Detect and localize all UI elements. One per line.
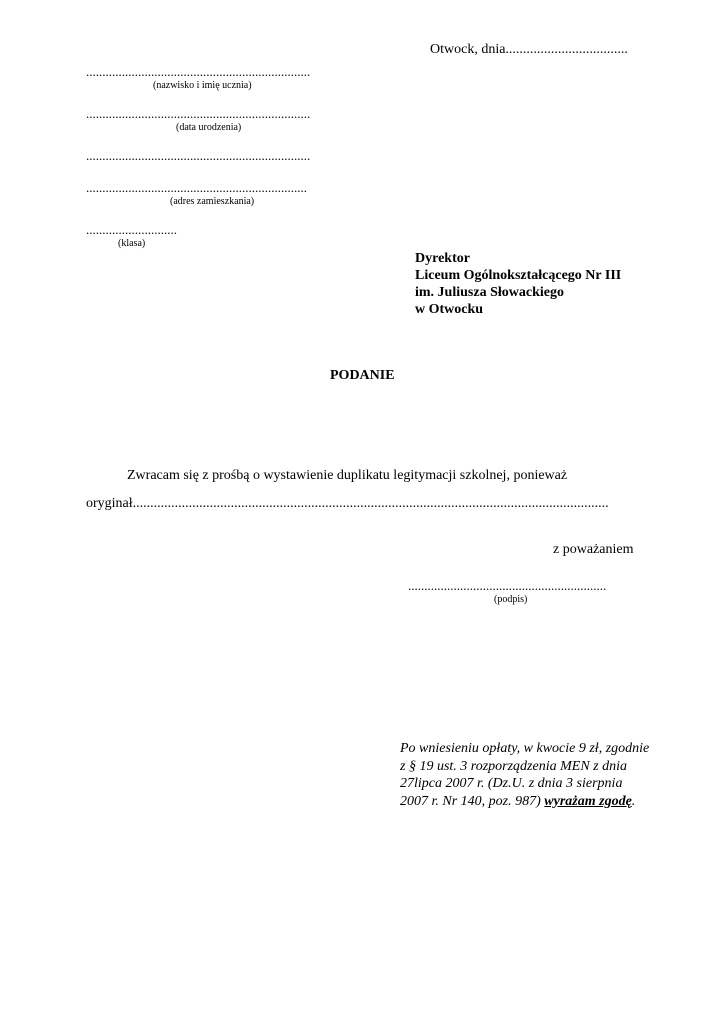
approval-note-end: . [631, 793, 636, 809]
addressee-line-4: w Otwocku [415, 302, 484, 317]
addressee-block [415, 250, 621, 318]
address-dots-line-2: .................................................................... [86, 180, 307, 195]
addressee-line-3: im. Juliusza Słowackiego [415, 285, 564, 300]
address-dots-line-1: ..................................................................... [86, 148, 311, 163]
closing-phrase: z poważaniem [553, 542, 634, 557]
signature-dots: ............................................................. [408, 578, 607, 593]
signature-caption: (podpis) [494, 594, 528, 605]
request-text-line-1: Zwracam się z prośbą o wystawienie duplikatu legitymacji szkolnej, ponieważ [127, 468, 568, 483]
approval-note-text: Po wniesieniu opłaty, w kwocie 9 zł, zgodnie z § 19 ust. 3 rozporządzenia MEN z dnia 27lipca 2007 r. (Dz.U. z dnia 3 sierpnia 2007 r. Nr 140, poz. 987) [400, 741, 650, 809]
document-title: PODANIE [330, 368, 395, 383]
approval-note [400, 740, 650, 810]
addressee-line-2: Liceum Ogólnokształcącego Nr III [415, 268, 622, 283]
class-caption: (klasa) [118, 238, 146, 249]
request-text-line-2: oryginał........................................................................................................................................ [86, 496, 609, 511]
student-name-caption: (nazwisko i imię ucznia) [153, 80, 252, 91]
address-caption: (adres zamieszkania) [170, 196, 255, 207]
student-name-dots: ..................................................................... [86, 64, 311, 79]
place-date-line: Otwock, dnia................................... [430, 42, 628, 57]
addressee-line-1: Dyrektor [415, 251, 470, 266]
approval-note-emphasis: wyrażam zgodę [544, 793, 632, 809]
birth-date-dots: ..................................................................... [86, 106, 311, 121]
birth-date-caption: (data urodzenia) [176, 122, 242, 133]
class-dots: ............................ [86, 222, 177, 237]
